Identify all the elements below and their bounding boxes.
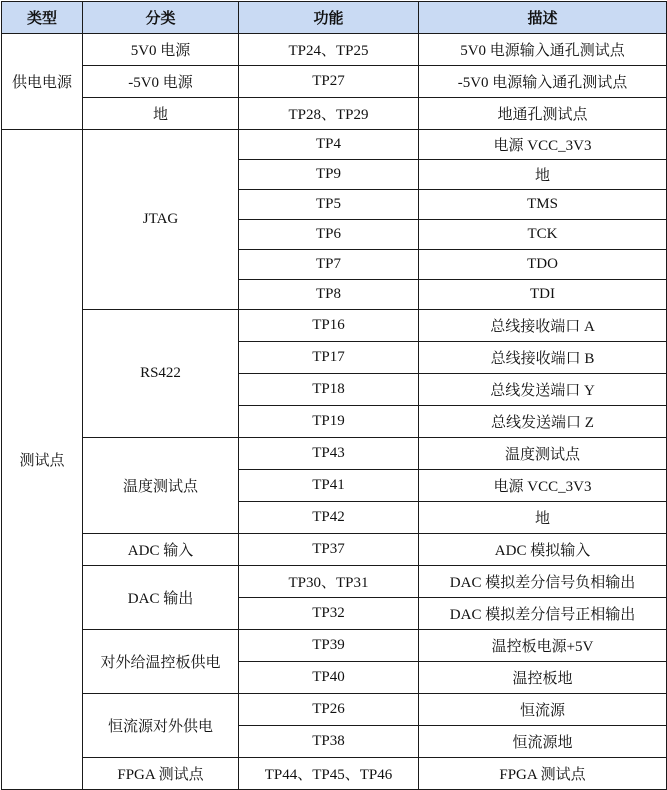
table-row	[2, 34, 667, 66]
header-function: 功能	[239, 2, 419, 34]
table-row	[2, 758, 667, 790]
description-cell: 地	[419, 502, 667, 534]
category-cell: DAC 输出	[83, 566, 239, 630]
description-cell: 恒流源	[419, 694, 667, 726]
category-cell: JTAG	[83, 130, 239, 310]
description-cell: TCK	[419, 220, 667, 250]
category-cell: ADC 输入	[83, 534, 239, 566]
description-cell: TDI	[419, 280, 667, 310]
table-row	[2, 66, 667, 98]
table-row	[2, 630, 667, 662]
category-cell: -5V0 电源	[83, 66, 239, 98]
category-cell: FPGA 测试点	[83, 758, 239, 790]
description-cell: TDO	[419, 250, 667, 280]
category-cell: 地	[83, 98, 239, 130]
description-cell: TMS	[419, 190, 667, 220]
function-cell: TP44、TP45、TP46	[239, 758, 419, 790]
function-cell: TP9	[239, 160, 419, 190]
function-cell: TP38	[239, 726, 419, 758]
description-cell: DAC 模拟差分信号负相输出	[419, 566, 667, 598]
function-cell: TP41	[239, 470, 419, 502]
function-cell: TP6	[239, 220, 419, 250]
category-cell: RS422	[83, 310, 239, 438]
description-cell: FPGA 测试点	[419, 758, 667, 790]
function-cell: TP26	[239, 694, 419, 726]
description-cell: 总线接收端口 A	[419, 310, 667, 342]
description-cell: 地通孔测试点	[419, 98, 667, 130]
function-cell: TP37	[239, 534, 419, 566]
function-cell: TP39	[239, 630, 419, 662]
description-cell: DAC 模拟差分信号正相输出	[419, 598, 667, 630]
description-cell: -5V0 电源输入通孔测试点	[419, 66, 667, 98]
function-cell: TP40	[239, 662, 419, 694]
table-row	[2, 98, 667, 130]
function-cell: TP19	[239, 406, 419, 438]
description-cell: 总线发送端口 Z	[419, 406, 667, 438]
category-cell: 对外给温控板供电	[83, 630, 239, 694]
description-cell: 5V0 电源输入通孔测试点	[419, 34, 667, 66]
function-cell: TP30、TP31	[239, 566, 419, 598]
table-row	[2, 438, 667, 470]
table-row	[2, 130, 667, 160]
table-row	[2, 566, 667, 598]
function-cell: TP18	[239, 374, 419, 406]
function-cell: TP27	[239, 66, 419, 98]
type-cell: 测试点	[2, 130, 83, 790]
table-row	[2, 694, 667, 726]
description-cell: 温控板地	[419, 662, 667, 694]
function-cell: TP5	[239, 190, 419, 220]
function-cell: TP17	[239, 342, 419, 374]
description-cell: 总线发送端口 Y	[419, 374, 667, 406]
function-cell: TP32	[239, 598, 419, 630]
header-row	[2, 2, 667, 34]
test-point-table	[1, 1, 667, 790]
function-cell: TP24、TP25	[239, 34, 419, 66]
table-row	[2, 310, 667, 342]
description-cell: 温度测试点	[419, 438, 667, 470]
header-type: 类型	[2, 2, 83, 34]
table-row	[2, 534, 667, 566]
description-cell: 电源 VCC_3V3	[419, 130, 667, 160]
function-cell: TP8	[239, 280, 419, 310]
description-cell: 恒流源地	[419, 726, 667, 758]
function-cell: TP42	[239, 502, 419, 534]
function-cell: TP7	[239, 250, 419, 280]
category-cell: 恒流源对外供电	[83, 694, 239, 758]
header-category: 分类	[83, 2, 239, 34]
description-cell: 温控板电源+5V	[419, 630, 667, 662]
description-cell: 总线接收端口 B	[419, 342, 667, 374]
description-cell: ADC 模拟输入	[419, 534, 667, 566]
description-cell: 地	[419, 160, 667, 190]
description-cell: 电源 VCC_3V3	[419, 470, 667, 502]
function-cell: TP28、TP29	[239, 98, 419, 130]
function-cell: TP16	[239, 310, 419, 342]
function-cell: TP4	[239, 130, 419, 160]
function-cell: TP43	[239, 438, 419, 470]
header-description: 描述	[419, 2, 667, 34]
category-cell: 温度测试点	[83, 438, 239, 534]
type-cell: 供电电源	[2, 34, 83, 130]
category-cell: 5V0 电源	[83, 34, 239, 66]
